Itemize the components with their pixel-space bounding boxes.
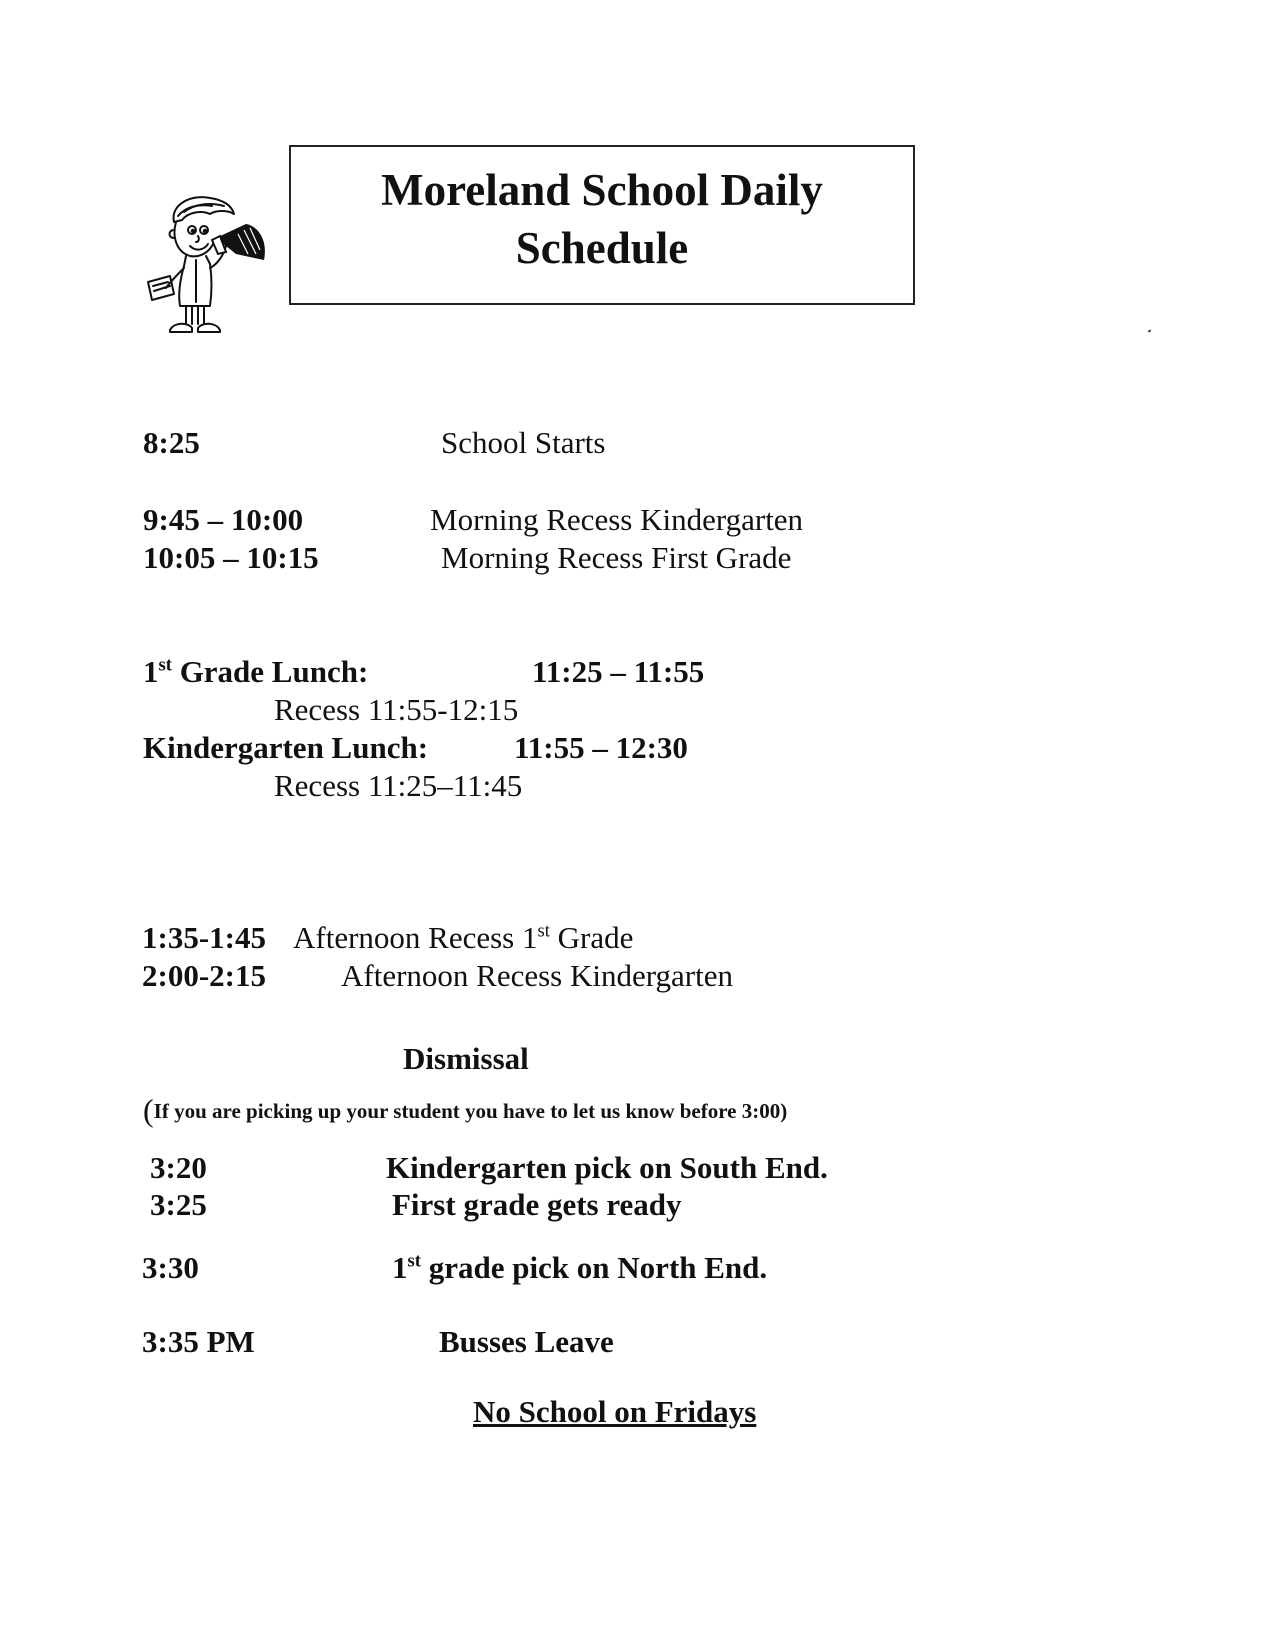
event-dismissal-k: Kindergarten pick on South End. <box>386 1150 828 1185</box>
time-busses-leave: 3:35 PM <box>142 1324 255 1359</box>
no-school-fridays-note: No School on Fridays <box>473 1394 757 1429</box>
dismissal-note: (If you are picking up your student you have to let us know before 3:00) <box>143 1092 788 1128</box>
time-morning-recess-k: 9:45 – 10:00 <box>143 502 304 537</box>
time-morning-recess-1: 10:05 – 10:15 <box>143 540 319 575</box>
time-afternoon-recess-k: 2:00-2:15 <box>142 958 266 993</box>
time-first-grade-ready: 3:25 <box>150 1187 207 1222</box>
time-afternoon-recess-1: 1:35-1:45 <box>142 920 266 955</box>
time-school-start: 8:25 <box>143 425 200 460</box>
kindergarten-lunch-time: 11:55 – 12:30 <box>514 730 688 765</box>
cartoon-megaphone-mascot-icon <box>140 190 280 340</box>
page-title-line1: Moreland School Daily <box>381 165 823 215</box>
event-busses-leave: Busses Leave <box>439 1324 614 1359</box>
first-grade-lunch-label: 1st Grade Lunch: <box>143 654 369 689</box>
event-first-grade-ready: First grade gets ready <box>392 1187 682 1222</box>
kindergarten-lunch-label: Kindergarten Lunch: <box>143 730 429 765</box>
dismissal-heading: Dismissal <box>403 1041 529 1076</box>
event-morning-recess-1: Morning Recess First Grade <box>441 540 792 575</box>
time-dismissal-1: 3:30 <box>142 1250 199 1285</box>
event-afternoon-recess-k: Afternoon Recess Kindergarten <box>341 958 733 993</box>
stray-mark <box>1148 329 1152 332</box>
first-grade-recess: Recess 11:55-12:15 <box>274 692 519 727</box>
first-grade-lunch-time: 11:25 – 11:55 <box>532 654 705 689</box>
time-dismissal-k: 3:20 <box>150 1150 207 1185</box>
event-dismissal-1: 1st grade pick on North End. <box>392 1250 768 1285</box>
event-morning-recess-k: Morning Recess Kindergarten <box>430 502 804 537</box>
event-school-start: School Starts <box>441 425 606 460</box>
kindergarten-recess: Recess 11:25–11:45 <box>274 768 523 803</box>
title-box <box>289 145 915 305</box>
event-afternoon-recess-1: Afternoon Recess 1st Grade <box>293 920 634 955</box>
page-title-line2: Schedule <box>515 223 689 273</box>
